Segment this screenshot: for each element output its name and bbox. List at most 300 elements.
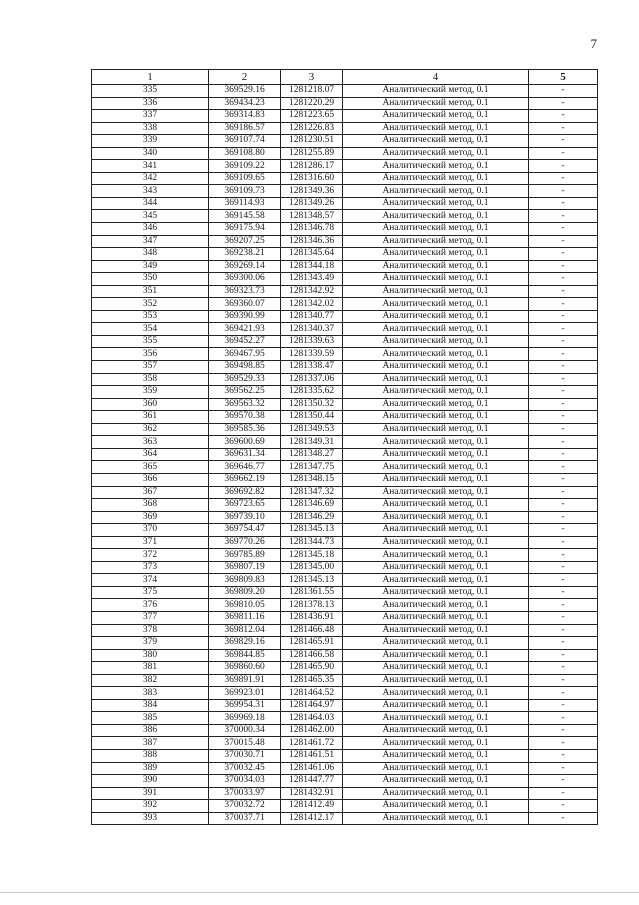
cell-note: -	[529, 461, 598, 474]
cell-coord-y: 1281465.35	[281, 674, 343, 687]
cell-coord-x: 369923.01	[209, 687, 281, 700]
cell-method: Аналитический метод, 0.1	[343, 260, 529, 273]
cell-coord-x: 369891.91	[209, 674, 281, 687]
cell-point-number: 349	[92, 260, 209, 273]
cell-note: -	[529, 361, 598, 374]
cell-coord-y: 1281337.06	[281, 373, 343, 386]
table-row	[92, 298, 598, 311]
cell-coord-y: 1281230.51	[281, 135, 343, 148]
cell-coord-x: 369754.47	[209, 524, 281, 537]
cell-coord-y: 1281462.00	[281, 724, 343, 737]
cell-point-number: 358	[92, 373, 209, 386]
table-row	[92, 373, 598, 386]
cell-note: -	[529, 649, 598, 662]
cell-note: -	[529, 298, 598, 311]
cell-coord-x: 369810.05	[209, 599, 281, 612]
cell-note: -	[529, 762, 598, 775]
cell-point-number: 339	[92, 135, 209, 148]
cell-point-number: 354	[92, 323, 209, 336]
table-row	[92, 561, 598, 574]
cell-note: -	[529, 172, 598, 185]
cell-note: -	[529, 323, 598, 336]
table-row	[92, 749, 598, 762]
cell-point-number: 362	[92, 423, 209, 436]
cell-coord-y: 1281223.65	[281, 110, 343, 123]
cell-note: -	[529, 122, 598, 135]
cell-note: -	[529, 499, 598, 512]
table-row	[92, 310, 598, 323]
cell-point-number: 351	[92, 285, 209, 298]
cell-method: Аналитический метод, 0.1	[343, 775, 529, 788]
cell-coord-y: 1281447.77	[281, 775, 343, 788]
cell-coord-x: 369529.33	[209, 373, 281, 386]
cell-point-number: 389	[92, 762, 209, 775]
cell-note: -	[529, 662, 598, 675]
cell-method: Аналитический метод, 0.1	[343, 724, 529, 737]
table-row	[92, 737, 598, 750]
cell-method: Аналитический метод, 0.1	[343, 147, 529, 160]
table-row	[92, 624, 598, 637]
cell-note: -	[529, 599, 598, 612]
table-row	[92, 486, 598, 499]
table-row	[92, 536, 598, 549]
cell-point-number: 365	[92, 461, 209, 474]
table-row	[92, 147, 598, 160]
cell-coord-y: 1281344.73	[281, 536, 343, 549]
cell-coord-y: 1281345.00	[281, 561, 343, 574]
cell-coord-y: 1281350.44	[281, 411, 343, 424]
cell-note: -	[529, 637, 598, 650]
cell-coord-x: 369969.18	[209, 712, 281, 725]
table-row	[92, 160, 598, 173]
cell-method: Аналитический метод, 0.1	[343, 285, 529, 298]
table-row	[92, 285, 598, 298]
cell-coord-x: 369108.80	[209, 147, 281, 160]
cell-method: Аналитический метод, 0.1	[343, 323, 529, 336]
cell-point-number: 375	[92, 586, 209, 599]
cell-method: Аналитический метод, 0.1	[343, 599, 529, 612]
cell-point-number: 384	[92, 699, 209, 712]
coordinates-table	[91, 69, 598, 825]
cell-coord-y: 1281344.18	[281, 260, 343, 273]
cell-method: Аналитический метод, 0.1	[343, 524, 529, 537]
cell-point-number: 348	[92, 248, 209, 261]
cell-coord-y: 1281412.49	[281, 800, 343, 813]
cell-coord-y: 1281348.57	[281, 210, 343, 223]
cell-point-number: 346	[92, 223, 209, 236]
cell-method: Аналитический метод, 0.1	[343, 624, 529, 637]
cell-point-number: 344	[92, 197, 209, 210]
cell-coord-x: 369186.57	[209, 122, 281, 135]
cell-point-number: 376	[92, 599, 209, 612]
cell-point-number: 357	[92, 361, 209, 374]
cell-point-number: 345	[92, 210, 209, 223]
table-row	[92, 398, 598, 411]
cell-method: Аналитический метод, 0.1	[343, 511, 529, 524]
table-row	[92, 97, 598, 110]
cell-note: -	[529, 185, 598, 198]
cell-point-number: 336	[92, 97, 209, 110]
cell-point-number: 391	[92, 787, 209, 800]
cell-point-number: 361	[92, 411, 209, 424]
cell-method: Аналитический метод, 0.1	[343, 248, 529, 261]
table-row	[92, 524, 598, 537]
cell-coord-y: 1281342.02	[281, 298, 343, 311]
cell-coord-y: 1281465.90	[281, 662, 343, 675]
cell-point-number: 360	[92, 398, 209, 411]
cell-method: Аналитический метод, 0.1	[343, 335, 529, 348]
header-col-5: 5	[529, 70, 598, 85]
cell-coord-x: 369238.21	[209, 248, 281, 261]
cell-coord-y: 1281338.47	[281, 361, 343, 374]
cell-method: Аналитический метод, 0.1	[343, 361, 529, 374]
cell-note: -	[529, 611, 598, 624]
cell-point-number: 386	[92, 724, 209, 737]
table-row	[92, 511, 598, 524]
cell-coord-y: 1281339.59	[281, 348, 343, 361]
cell-method: Аналитический метод, 0.1	[343, 649, 529, 662]
cell-coord-y: 1281350.32	[281, 398, 343, 411]
cell-coord-y: 1281335.62	[281, 386, 343, 399]
cell-method: Аналитический метод, 0.1	[343, 223, 529, 236]
cell-coord-x: 369692.82	[209, 486, 281, 499]
cell-coord-y: 1281466.58	[281, 649, 343, 662]
cell-note: -	[529, 674, 598, 687]
cell-point-number: 379	[92, 637, 209, 650]
table-row	[92, 724, 598, 737]
cell-method: Аналитический метод, 0.1	[343, 197, 529, 210]
cell-note: -	[529, 97, 598, 110]
cell-coord-x: 369323.73	[209, 285, 281, 298]
cell-method: Аналитический метод, 0.1	[343, 674, 529, 687]
cell-coord-x: 369770.26	[209, 536, 281, 549]
cell-coord-x: 370033.97	[209, 787, 281, 800]
header-col-2: 2	[209, 70, 281, 85]
cell-coord-x: 369809.20	[209, 586, 281, 599]
cell-method: Аналитический метод, 0.1	[343, 386, 529, 399]
cell-note: -	[529, 85, 598, 98]
cell-note: -	[529, 436, 598, 449]
cell-coord-x: 369314.83	[209, 110, 281, 123]
table-row	[92, 461, 598, 474]
cell-method: Аналитический метод, 0.1	[343, 586, 529, 599]
table-row	[92, 323, 598, 336]
cell-note: -	[529, 398, 598, 411]
cell-coord-x: 369467.95	[209, 348, 281, 361]
cell-coord-x: 370032.72	[209, 800, 281, 813]
table-row	[92, 549, 598, 562]
cell-note: -	[529, 536, 598, 549]
cell-note: -	[529, 549, 598, 562]
cell-note: -	[529, 624, 598, 637]
table-row	[92, 172, 598, 185]
cell-point-number: 382	[92, 674, 209, 687]
cell-point-number: 363	[92, 436, 209, 449]
table-row	[92, 436, 598, 449]
table-row	[92, 762, 598, 775]
cell-note: -	[529, 712, 598, 725]
cell-coord-y: 1281339.63	[281, 335, 343, 348]
cell-note: -	[529, 223, 598, 236]
table-row	[92, 499, 598, 512]
cell-coord-y: 1281349.31	[281, 436, 343, 449]
cell-method: Аналитический метод, 0.1	[343, 749, 529, 762]
table-row	[92, 812, 598, 825]
cell-method: Аналитический метод, 0.1	[343, 185, 529, 198]
cell-coord-y: 1281461.72	[281, 737, 343, 750]
cell-method: Аналитический метод, 0.1	[343, 712, 529, 725]
cell-coord-x: 369739.10	[209, 511, 281, 524]
table-row	[92, 611, 598, 624]
cell-coord-y: 1281461.51	[281, 749, 343, 762]
cell-coord-y: 1281347.75	[281, 461, 343, 474]
page-number: 7	[590, 36, 597, 51]
cell-method: Аналитический метод, 0.1	[343, 536, 529, 549]
cell-coord-x: 369570.38	[209, 411, 281, 424]
table-row	[92, 662, 598, 675]
cell-coord-y: 1281346.78	[281, 223, 343, 236]
cell-coord-y: 1281345.64	[281, 248, 343, 261]
cell-method: Аналитический метод, 0.1	[343, 812, 529, 825]
cell-method: Аналитический метод, 0.1	[343, 800, 529, 813]
cell-point-number: 370	[92, 524, 209, 537]
cell-method: Аналитический метод, 0.1	[343, 172, 529, 185]
cell-coord-x: 369109.73	[209, 185, 281, 198]
page-bottom-line	[0, 892, 639, 893]
cell-note: -	[529, 135, 598, 148]
table-row	[92, 210, 598, 223]
cell-coord-y: 1281464.03	[281, 712, 343, 725]
table-row	[92, 787, 598, 800]
cell-method: Аналитический метод, 0.1	[343, 310, 529, 323]
table-header-row	[92, 70, 598, 85]
table-row	[92, 260, 598, 273]
cell-method: Аналитический метод, 0.1	[343, 461, 529, 474]
cell-coord-y: 1281465.91	[281, 637, 343, 650]
cell-note: -	[529, 335, 598, 348]
cell-coord-x: 370000.34	[209, 724, 281, 737]
cell-method: Аналитический метод, 0.1	[343, 298, 529, 311]
cell-point-number: 393	[92, 812, 209, 825]
cell-coord-y: 1281348.15	[281, 473, 343, 486]
cell-note: -	[529, 574, 598, 587]
cell-point-number: 343	[92, 185, 209, 198]
table-row	[92, 687, 598, 700]
cell-point-number: 347	[92, 235, 209, 248]
cell-method: Аналитический метод, 0.1	[343, 699, 529, 712]
cell-note: -	[529, 561, 598, 574]
cell-note: -	[529, 775, 598, 788]
cell-coord-x: 369844.85	[209, 649, 281, 662]
cell-method: Аналитический метод, 0.1	[343, 762, 529, 775]
cell-point-number: 377	[92, 611, 209, 624]
header-col-3: 3	[281, 70, 343, 85]
cell-method: Аналитический метод, 0.1	[343, 473, 529, 486]
cell-method: Аналитический метод, 0.1	[343, 787, 529, 800]
cell-point-number: 373	[92, 561, 209, 574]
cell-coord-x: 370032.45	[209, 762, 281, 775]
cell-coord-y: 1281218.07	[281, 85, 343, 98]
cell-coord-x: 369269.14	[209, 260, 281, 273]
table-row	[92, 135, 598, 148]
cell-coord-y: 1281464.52	[281, 687, 343, 700]
cell-coord-x: 369207.25	[209, 235, 281, 248]
cell-method: Аналитический метод, 0.1	[343, 561, 529, 574]
cell-point-number: 355	[92, 335, 209, 348]
cell-note: -	[529, 260, 598, 273]
cell-coord-y: 1281286.17	[281, 160, 343, 173]
cell-coord-x: 369723.65	[209, 499, 281, 512]
cell-note: -	[529, 310, 598, 323]
cell-coord-y: 1281316.60	[281, 172, 343, 185]
cell-coord-y: 1281220.29	[281, 97, 343, 110]
cell-coord-y: 1281346.29	[281, 511, 343, 524]
cell-point-number: 340	[92, 147, 209, 160]
cell-coord-x: 369809.83	[209, 574, 281, 587]
cell-note: -	[529, 724, 598, 737]
table-row	[92, 122, 598, 135]
cell-note: -	[529, 411, 598, 424]
cell-coord-y: 1281342.92	[281, 285, 343, 298]
cell-point-number: 350	[92, 273, 209, 286]
table-row	[92, 85, 598, 98]
table-row	[92, 235, 598, 248]
cell-point-number: 385	[92, 712, 209, 725]
cell-coord-x: 369785.89	[209, 549, 281, 562]
cell-point-number: 392	[92, 800, 209, 813]
cell-method: Аналитический метод, 0.1	[343, 235, 529, 248]
table-row	[92, 637, 598, 650]
cell-note: -	[529, 248, 598, 261]
cell-point-number: 338	[92, 122, 209, 135]
table-row	[92, 775, 598, 788]
cell-note: -	[529, 373, 598, 386]
cell-method: Аналитический метод, 0.1	[343, 348, 529, 361]
cell-coord-y: 1281348.27	[281, 448, 343, 461]
cell-note: -	[529, 749, 598, 762]
cell-point-number: 380	[92, 649, 209, 662]
cell-coord-y: 1281340.77	[281, 310, 343, 323]
cell-note: -	[529, 285, 598, 298]
cell-coord-x: 369109.22	[209, 160, 281, 173]
cell-method: Аналитический метод, 0.1	[343, 210, 529, 223]
cell-coord-y: 1281345.13	[281, 524, 343, 537]
cell-coord-y: 1281346.36	[281, 235, 343, 248]
cell-note: -	[529, 147, 598, 160]
cell-method: Аналитический метод, 0.1	[343, 122, 529, 135]
cell-point-number: 341	[92, 160, 209, 173]
cell-coord-x: 370015.48	[209, 737, 281, 750]
table-row	[92, 599, 598, 612]
cell-point-number: 371	[92, 536, 209, 549]
cell-method: Аналитический метод, 0.1	[343, 486, 529, 499]
table-row	[92, 223, 598, 236]
cell-coord-x: 369812.04	[209, 624, 281, 637]
cell-point-number: 390	[92, 775, 209, 788]
cell-coord-y: 1281436.91	[281, 611, 343, 624]
cell-coord-y: 1281346.69	[281, 499, 343, 512]
table-row	[92, 273, 598, 286]
cell-coord-y: 1281340.37	[281, 323, 343, 336]
cell-method: Аналитический метод, 0.1	[343, 549, 529, 562]
cell-coord-y: 1281349.53	[281, 423, 343, 436]
cell-note: -	[529, 687, 598, 700]
cell-note: -	[529, 486, 598, 499]
cell-note: -	[529, 235, 598, 248]
cell-note: -	[529, 699, 598, 712]
cell-method: Аналитический метод, 0.1	[343, 273, 529, 286]
table-row	[92, 448, 598, 461]
cell-point-number: 342	[92, 172, 209, 185]
cell-coord-x: 369390.99	[209, 310, 281, 323]
cell-coord-x: 369585.36	[209, 423, 281, 436]
cell-point-number: 374	[92, 574, 209, 587]
cell-note: -	[529, 473, 598, 486]
cell-coord-y: 1281466.48	[281, 624, 343, 637]
cell-note: -	[529, 110, 598, 123]
cell-point-number: 356	[92, 348, 209, 361]
table-body	[92, 85, 598, 825]
cell-point-number: 381	[92, 662, 209, 675]
table-row	[92, 574, 598, 587]
cell-coord-x: 369631.34	[209, 448, 281, 461]
cell-method: Аналитический метод, 0.1	[343, 637, 529, 650]
cell-coord-x: 369109.65	[209, 172, 281, 185]
cell-coord-x: 369954.31	[209, 699, 281, 712]
cell-note: -	[529, 511, 598, 524]
cell-coord-x: 369860.60	[209, 662, 281, 675]
cell-method: Аналитический метод, 0.1	[343, 662, 529, 675]
cell-coord-y: 1281343.49	[281, 273, 343, 286]
cell-coord-x: 369807.19	[209, 561, 281, 574]
cell-point-number: 383	[92, 687, 209, 700]
cell-coord-x: 370030.71	[209, 749, 281, 762]
cell-coord-x: 369114.93	[209, 197, 281, 210]
cell-note: -	[529, 586, 598, 599]
cell-note: -	[529, 787, 598, 800]
cell-method: Аналитический метод, 0.1	[343, 499, 529, 512]
cell-point-number: 359	[92, 386, 209, 399]
cell-coord-y: 1281378.13	[281, 599, 343, 612]
cell-point-number: 388	[92, 749, 209, 762]
cell-point-number: 372	[92, 549, 209, 562]
cell-coord-x: 369829.16	[209, 637, 281, 650]
cell-coord-y: 1281347.32	[281, 486, 343, 499]
table-row	[92, 335, 598, 348]
cell-coord-y: 1281255.89	[281, 147, 343, 160]
cell-coord-y: 1281412.17	[281, 812, 343, 825]
table-row	[92, 586, 598, 599]
cell-coord-y: 1281349.26	[281, 197, 343, 210]
cell-coord-x: 369563.32	[209, 398, 281, 411]
cell-method: Аналитический метод, 0.1	[343, 423, 529, 436]
cell-note: -	[529, 448, 598, 461]
cell-coord-x: 369300.06	[209, 273, 281, 286]
table-row	[92, 361, 598, 374]
cell-point-number: 337	[92, 110, 209, 123]
cell-coord-y: 1281464.97	[281, 699, 343, 712]
table-row	[92, 800, 598, 813]
cell-point-number: 378	[92, 624, 209, 637]
cell-point-number: 368	[92, 499, 209, 512]
table-row	[92, 348, 598, 361]
cell-method: Аналитический метод, 0.1	[343, 110, 529, 123]
cell-note: -	[529, 524, 598, 537]
cell-coord-x: 369434.23	[209, 97, 281, 110]
cell-coord-x: 369662.19	[209, 473, 281, 486]
cell-method: Аналитический метод, 0.1	[343, 687, 529, 700]
header-col-4: 4	[343, 70, 529, 85]
